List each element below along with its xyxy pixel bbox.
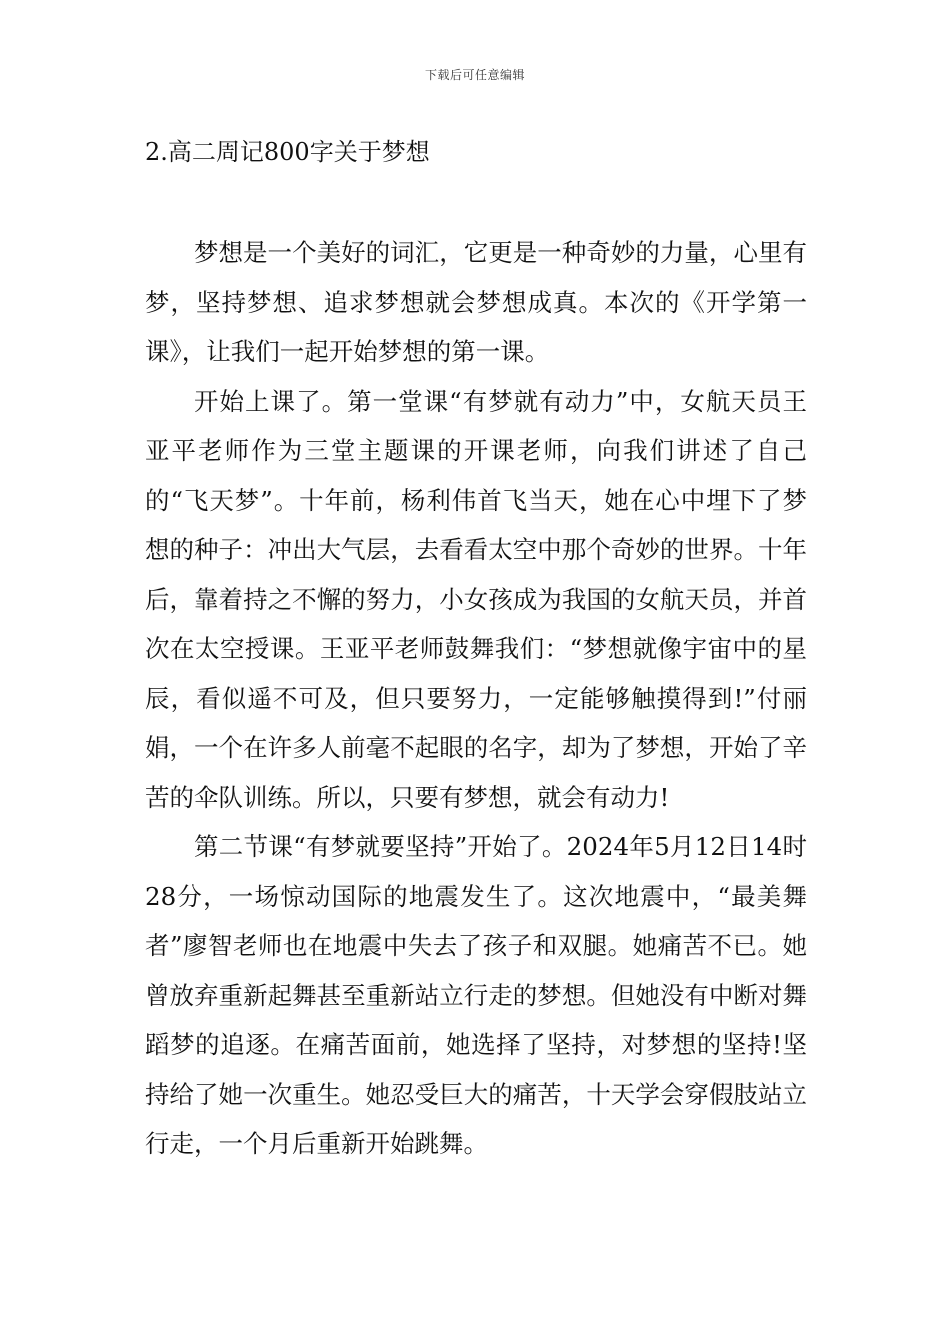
header-note: 下载后可任意编辑	[424, 68, 525, 82]
body-paragraph: 第二节课“有梦就要坚持”开始了。2024年5月12日14时28分，一场惊动国际的地震发生了。这次地震中，“最美舞者”廖智老师也在地震中失去了孩子和双腿。她痛苦不已。她曾放弃重新起舞甚至重新站立行走的梦想。但她没有中断对舞蹈梦的追逐。在痛苦面前，她选择了坚持，对梦想的坚持!坚持给了她一次重生。她忍受巨大的痛苦，十天学会穿假肢站立行走，一个月后重新开始跳舞。	[145, 832, 807, 1158]
body-paragraph: 梦想是一个美好的词汇，它更是一种奇妙的力量，心里有梦，坚持梦想、追求梦想就会梦想成真。本次的《开学第一课》，让我们一起开始梦想的第一课。	[145, 238, 807, 366]
document-body	[145, 228, 807, 1169]
document-title: 2.高二周记800字关于梦想	[145, 138, 430, 166]
body-paragraph: 开始上课了。第一堂课“有梦就有动力”中，女航天员王亚平老师作为三堂主题课的开课老师，向我们讲述了自己的“飞天梦”。十年前，杨利伟首飞当天，她在心中埋下了梦想的种子：冲出大气层，去看看太空中那个奇妙的世界。十年后，靠着持之不懈的努力，小女孩成为我国的女航天员，并首次在太空授课。王亚平老师鼓舞我们：“梦想就像宇宙中的星辰，看似遥不可及，但只要努力，一定能够触摸得到!”付丽娟，一个在许多人前毫不起眼的名字，却为了梦想，开始了辛苦的伞队训练。所以，只要有梦想，就会有动力!	[145, 386, 807, 812]
